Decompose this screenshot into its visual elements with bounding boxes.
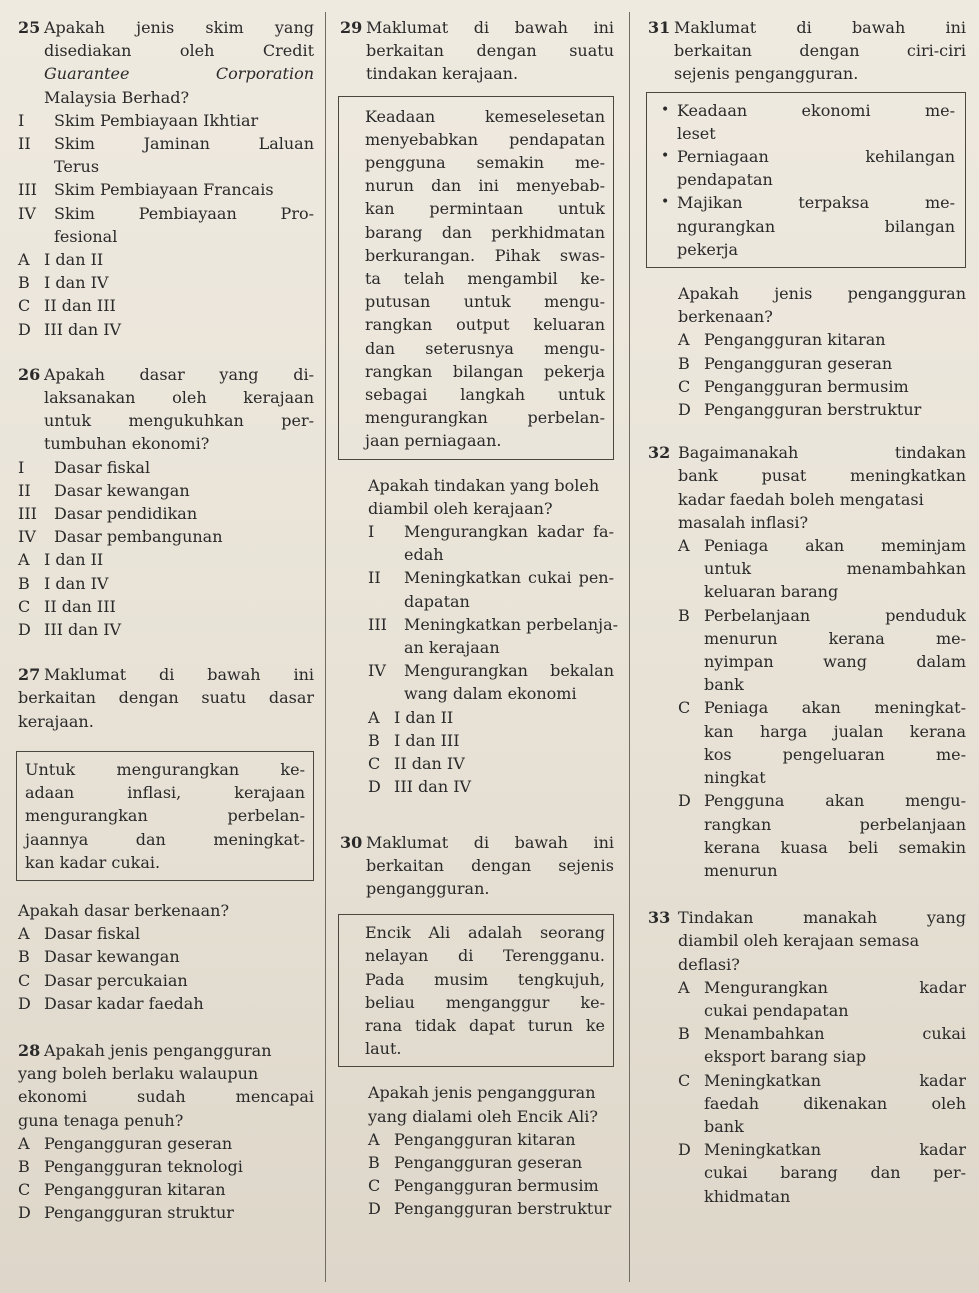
statement-list (18, 456, 314, 549)
statement-item: IV Skim Pembiayaan Pro- fesional (18, 203, 314, 246)
option-a[interactable]: A Dasar fiskal (18, 924, 141, 944)
statement-item: I Dasar fiskal (18, 457, 151, 477)
option-d[interactable]: D Pengangguran berstruktur (678, 400, 922, 420)
info-box (646, 92, 966, 268)
column-1: 25 Apakah jenis skim yang disediakan oleh Credit Guarantee Corporation Malaysia Berhad? I Skim Pembiayaan Ikhtiar II Skim Jaminan Laluan Terus III Skim Pembiayaan Francais IV Skim Pembiayaan Pro- fesional A I dan II B I dan IV C II dan III D III dan IV 26 Apakah dasar yang di- laksanakan oleh kerajaan untuk mengukuhkan per- tumbuhan ekonomi? I Dasar fiskal II Dasar kewangan III Dasar pendidikan IV Dasar pembangunan A I dan II B I dan IV C II dan III D III dan IV 27 Maklumat di bawah ini berkaitan dengan suatu dasar kerajaan. Untuk mengurangkan ke- adaan inflasi, kerajaan mengurangkan perbelan- jaannya dan meningkat- kan kadar cukai. Apakah dasar berkenaan? A Dasar fiskal B Dasar kewangan C Dasar percukaian D Dasar kadar faedah 28 Apakah jenis pengangguran yang boleh berlaku walaupun ekonomi sudah mencapai guna tenaga penuh? A Pengangguran geseran B Pengangguran teknologi C Pengangguran kitaran D Pengangguran struktur (18, 16, 314, 1225)
column-divider-1 (325, 12, 326, 1282)
question-prompt: Apakah dasar berkenaan? (18, 900, 230, 920)
option-a[interactable]: A Peniaga akan meminjam untuk menambahkan keluaran barang (678, 536, 966, 602)
option-d[interactable]: D Pengguna akan mengu- rangkan perbelanjaan kerana kuasa beli semakin menurun (678, 791, 966, 880)
option-b[interactable]: B I dan III (368, 730, 460, 750)
question-number: 25 (18, 18, 41, 37)
info-box: Untuk mengurangkan ke- adaan inflasi, kerajaan mengurangkan perbelan- jaannya dan meningkat- kan kadar cukai. (16, 751, 314, 881)
question-number: 31 (648, 18, 671, 37)
statement-item: II Dasar kewangan (18, 480, 190, 500)
question-number: 32 (648, 443, 671, 463)
option-c[interactable]: C Meningkatkan kadar faedah dikenakan oleh bank (678, 1070, 966, 1136)
question-prompt: Apakah tindakan yang boleh diambil oleh kerajaan? (368, 475, 600, 518)
question-stem-line: Malaysia Berhad? (44, 87, 190, 107)
option-a[interactable]: A I dan II (18, 250, 104, 270)
option-d[interactable]: D III dan IV (18, 319, 122, 339)
question-number: 26 (18, 364, 41, 384)
question-stem-line: disediakan oleh Credit (44, 41, 314, 61)
question-stem-line: Apakah jenis skim yang (44, 18, 314, 37)
question-30: 30 Maklumat di bawah ini berkaitan dengan sejenis pengangguran. (340, 832, 614, 898)
question-stem-line: Guarantee Corporation (44, 64, 314, 84)
column-divider-2 (629, 12, 630, 1282)
question-number: 30 (340, 832, 363, 852)
answer-options (18, 248, 314, 341)
option-b[interactable]: B Dasar kewangan (18, 947, 180, 967)
question-25 (18, 16, 314, 109)
question-28: 28 Apakah jenis pengangguran (18, 1039, 314, 1062)
option-b[interactable]: B Pengangguran geseran (368, 1152, 583, 1172)
answer-options (648, 328, 966, 421)
option-c[interactable]: C II dan IV (368, 754, 465, 774)
option-d[interactable]: D Pengangguran berstruktur (368, 1199, 612, 1219)
option-c[interactable]: C Pengangguran kitaran (18, 1180, 226, 1200)
option-b[interactable]: B I dan IV (18, 273, 109, 293)
answer-options (340, 1128, 614, 1221)
statement-item: III Dasar pendidikan (18, 504, 198, 524)
statement-item: III Meningkatkan perbelanja- an kerajaan (368, 614, 619, 658)
answer-options (18, 548, 314, 641)
question-26: 26 Apakah dasar yang di- laksanakan oleh kerajaan untuk mengukuhkan per- tumbuhan ekonomi? (18, 364, 314, 454)
statement-item: II Meningkatkan cukai pen- dapatan (368, 568, 614, 611)
question-31: 31 Maklumat di bawah ini berkaitan dengan ciri-ciri sejenis pengangguran. (648, 18, 966, 84)
answer-options (340, 706, 614, 799)
statement-list (18, 109, 314, 248)
answer-options (648, 534, 966, 882)
option-d[interactable]: D Pengangguran struktur (18, 1203, 234, 1223)
column-3 (648, 16, 966, 1208)
question-prompt: Apakah jenis pengangguran yang dialami oleh Encik Ali? (368, 1083, 598, 1126)
question-number: 33 (648, 908, 671, 928)
statement-list (340, 520, 619, 706)
option-b[interactable]: B Menambahkan cukai eksport barang siap (678, 1024, 966, 1067)
statement-item: IV Dasar pembangunan (18, 527, 223, 547)
option-b[interactable]: B Pengangguran teknologi (18, 1156, 243, 1176)
option-c[interactable]: C Peniaga akan meningkat- kan harga jualan kerana kos pengeluaran me- ningkat (678, 698, 966, 788)
option-d[interactable]: D Meningkatkan kadar cukai barang dan per- khidmatan (678, 1140, 966, 1206)
answer-options (18, 922, 314, 1015)
question-prompt: Apakah jenis pengangguran berkenaan? (678, 284, 966, 327)
option-a[interactable]: A I dan II (368, 707, 454, 727)
option-c[interactable]: C II dan III (18, 596, 116, 616)
option-c[interactable]: C Pengangguran bermusim (368, 1176, 599, 1196)
statement-item: I Skim Pembiayaan Ikhtiar (18, 110, 259, 130)
option-b[interactable]: B Perbelanjaan penduduk menurun kerana me- nyimpan wang dalam bank (678, 605, 966, 695)
option-c[interactable]: C Pengangguran bermusim (678, 376, 909, 396)
statement-item: IV Mengurangkan bekalan wang dalam ekonomi (368, 661, 614, 704)
statement-item: III Skim Pembiayaan Francais (18, 180, 274, 200)
option-b[interactable]: B I dan IV (18, 573, 109, 593)
option-d[interactable]: D Dasar kadar faedah (18, 993, 204, 1013)
answer-options (18, 1132, 314, 1225)
question-number: 29 (340, 18, 363, 37)
column-2 (340, 16, 619, 1221)
option-c[interactable]: C Dasar percukaian (18, 970, 188, 990)
question-number: 27 (18, 665, 41, 685)
bullet-item: • Perniagaan kehilangan pendapatan (647, 145, 955, 191)
option-d[interactable]: D III dan IV (18, 620, 122, 640)
bullet-item: • Majikan terpaksa me- ngurangkan bilangan pekerja (647, 191, 955, 261)
question-29: 29 Maklumat di bawah ini berkaitan dengan suatu tindakan kerajaan. (340, 18, 614, 84)
question-27: 27 Maklumat di bawah ini (18, 663, 314, 686)
question-number: 28 (18, 1040, 41, 1060)
info-box: Keadaan kemeselesetan menyebabkan pendapatan pengguna semakin me- nurun dan ini menyebab- kan permintaan untuk barang dan perkhidmatan berkurangan. Pihak swas- ta telah mengambil ke- putusan untuk mengu- rangkan output keluaran dan seterusnya mengu- rangkan bilangan pekerja sebagai langkah untuk mengurangkan perbelan- jaan perniagaan. (338, 96, 614, 460)
question-32: 32 Bagaimanakah tindakan bank pusat meningkatkan kadar faedah boleh mengatasi masalah inflasi? (648, 443, 966, 532)
option-a[interactable]: A Pengangguran kitaran (678, 330, 886, 350)
info-box: Encik Ali adalah seorang nelayan di Terengganu. Pada musim tengkujuh, beliau menganggur ke- rana tidak dapat turun ke laut. (338, 914, 614, 1067)
statement-item: I Mengurangkan kadar fa- edah (368, 522, 614, 565)
option-d[interactable]: D III dan IV (368, 777, 472, 797)
option-a[interactable]: A Pengangguran kitaran (368, 1129, 576, 1149)
answer-options (648, 976, 966, 1208)
option-a[interactable]: A Mengurangkan kadar cukai pendapatan (678, 977, 966, 1020)
statement-item: II Skim Jaminan Laluan Terus (18, 134, 314, 177)
option-a[interactable]: A I dan II (18, 550, 104, 570)
bullet-item: • Keadaan ekonomi me- leset (647, 99, 955, 145)
option-b[interactable]: B Pengangguran geseran (678, 353, 893, 373)
option-a[interactable]: A Pengangguran geseran (18, 1133, 233, 1153)
question-33: 33 Tindakan manakah yang diambil oleh kerajaan semasa deflasi? (648, 908, 966, 974)
option-c[interactable]: C II dan III (18, 296, 116, 316)
